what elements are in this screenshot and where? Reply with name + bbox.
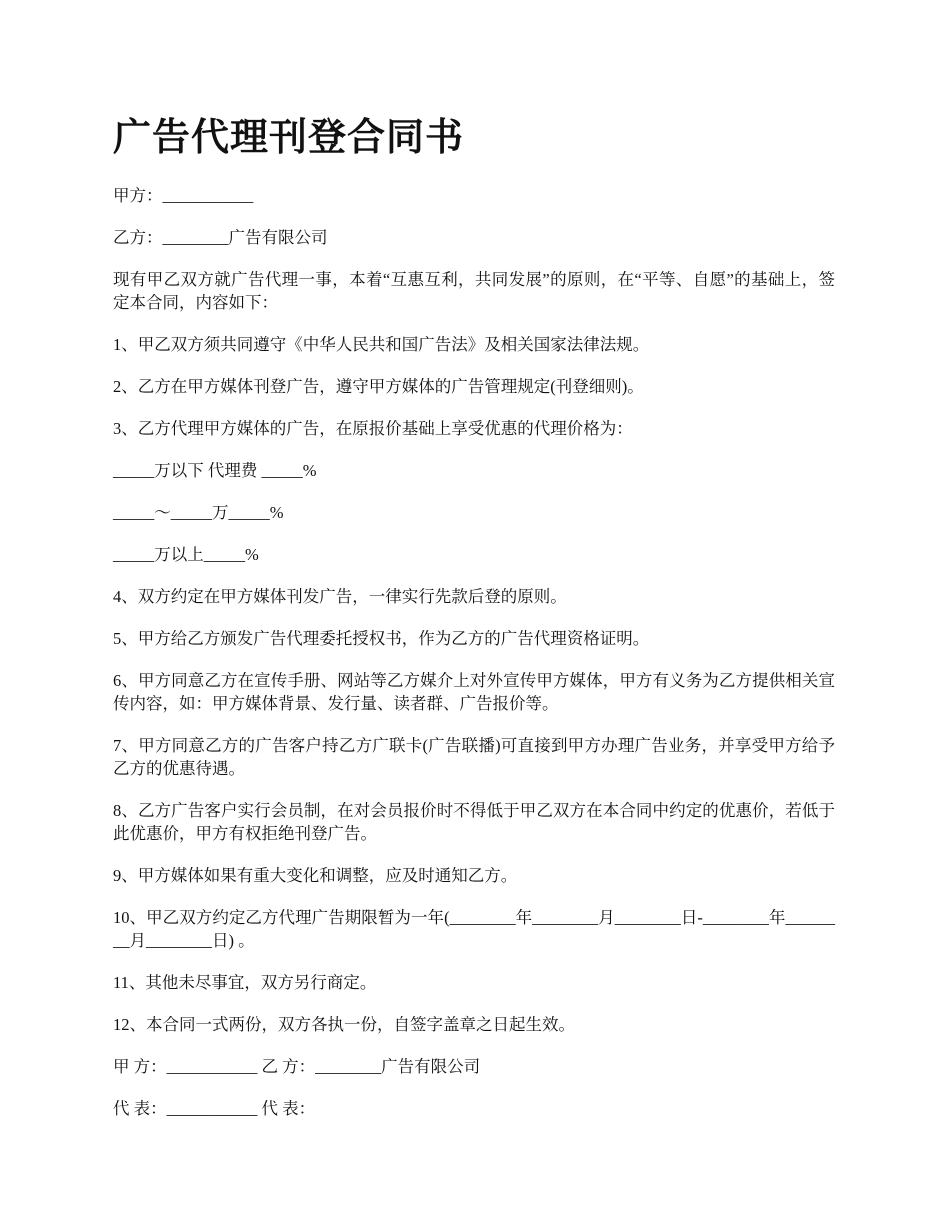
document-body: [113, 112, 835, 1139]
clause-7: 7、甲方同意乙方的广告客户持乙方广联卡(广告联播)可直接到甲方办理广告业务，并享受甲方给予乙方的优惠待遇。: [113, 736, 835, 778]
clause-1: 1、甲乙双方须共同遵守《中华人民共和国广告法》及相关国家法律法规。: [113, 335, 650, 354]
price-tier-1: _____万以下 代理费 _____%: [113, 461, 317, 480]
preamble-paragraph: 现有甲乙双方就广告代理一事，本着“互惠互利，共同发展”的原则，在“平等、自愿”的基础上，签定本合同，内容如下：: [113, 270, 835, 312]
clause-8: 8、乙方广告客户实行会员制，在对会员报价时不得低于甲乙双方在本合同中约定的优惠价，若低于此优惠价，甲方有权拒绝刊登广告。: [113, 801, 835, 843]
party-a-line: 甲方：___________: [113, 186, 254, 205]
signature-representatives-line: 代 表：___________ 代 表：: [113, 1099, 316, 1118]
clause-3: 3、乙方代理甲方媒体的广告，在原报价基础上享受优惠的代理价格为：: [113, 419, 633, 438]
price-tier-2: _____～_____万_____%: [113, 503, 284, 522]
price-tier-3: _____万以上_____%: [113, 545, 259, 564]
document-title: 广告代理刊登合同书: [113, 115, 465, 159]
clause-10: 10、甲乙双方约定乙方代理广告期限暂为一年(________年________月________日-________年________月________日) 。: [113, 908, 835, 950]
signature-parties-line: 甲 方：___________ 乙 方：________广告有限公司: [113, 1057, 481, 1076]
clause-5: 5、甲方给乙方颁发广告代理委托授权书，作为乙方的广告代理资格证明。: [113, 629, 650, 648]
clause-9: 9、甲方媒体如果有重大变化和调整，应及时通知乙方。: [113, 866, 518, 885]
clause-11: 11、其他未尽事宜，双方另行商定。: [113, 973, 377, 992]
clause-2: 2、乙方在甲方媒体刊登广告，遵守甲方媒体的广告管理规定(刊登细则)。: [113, 377, 644, 396]
clause-6: 6、甲方同意乙方在宣传手册、网站等乙方媒介上对外宣传甲方媒体，甲方有义务为乙方提供相关宣传内容，如：甲方媒体背景、发行量、读者群、广告报价等。: [113, 671, 835, 713]
party-b-line: 乙方：________广告有限公司: [113, 228, 328, 247]
clause-12: 12、本合同一式两份，双方各执一份，自签字盖章之日起生效。: [113, 1015, 575, 1034]
clause-4: 4、双方约定在甲方媒体刊发广告，一律实行先款后登的原则。: [113, 587, 567, 606]
